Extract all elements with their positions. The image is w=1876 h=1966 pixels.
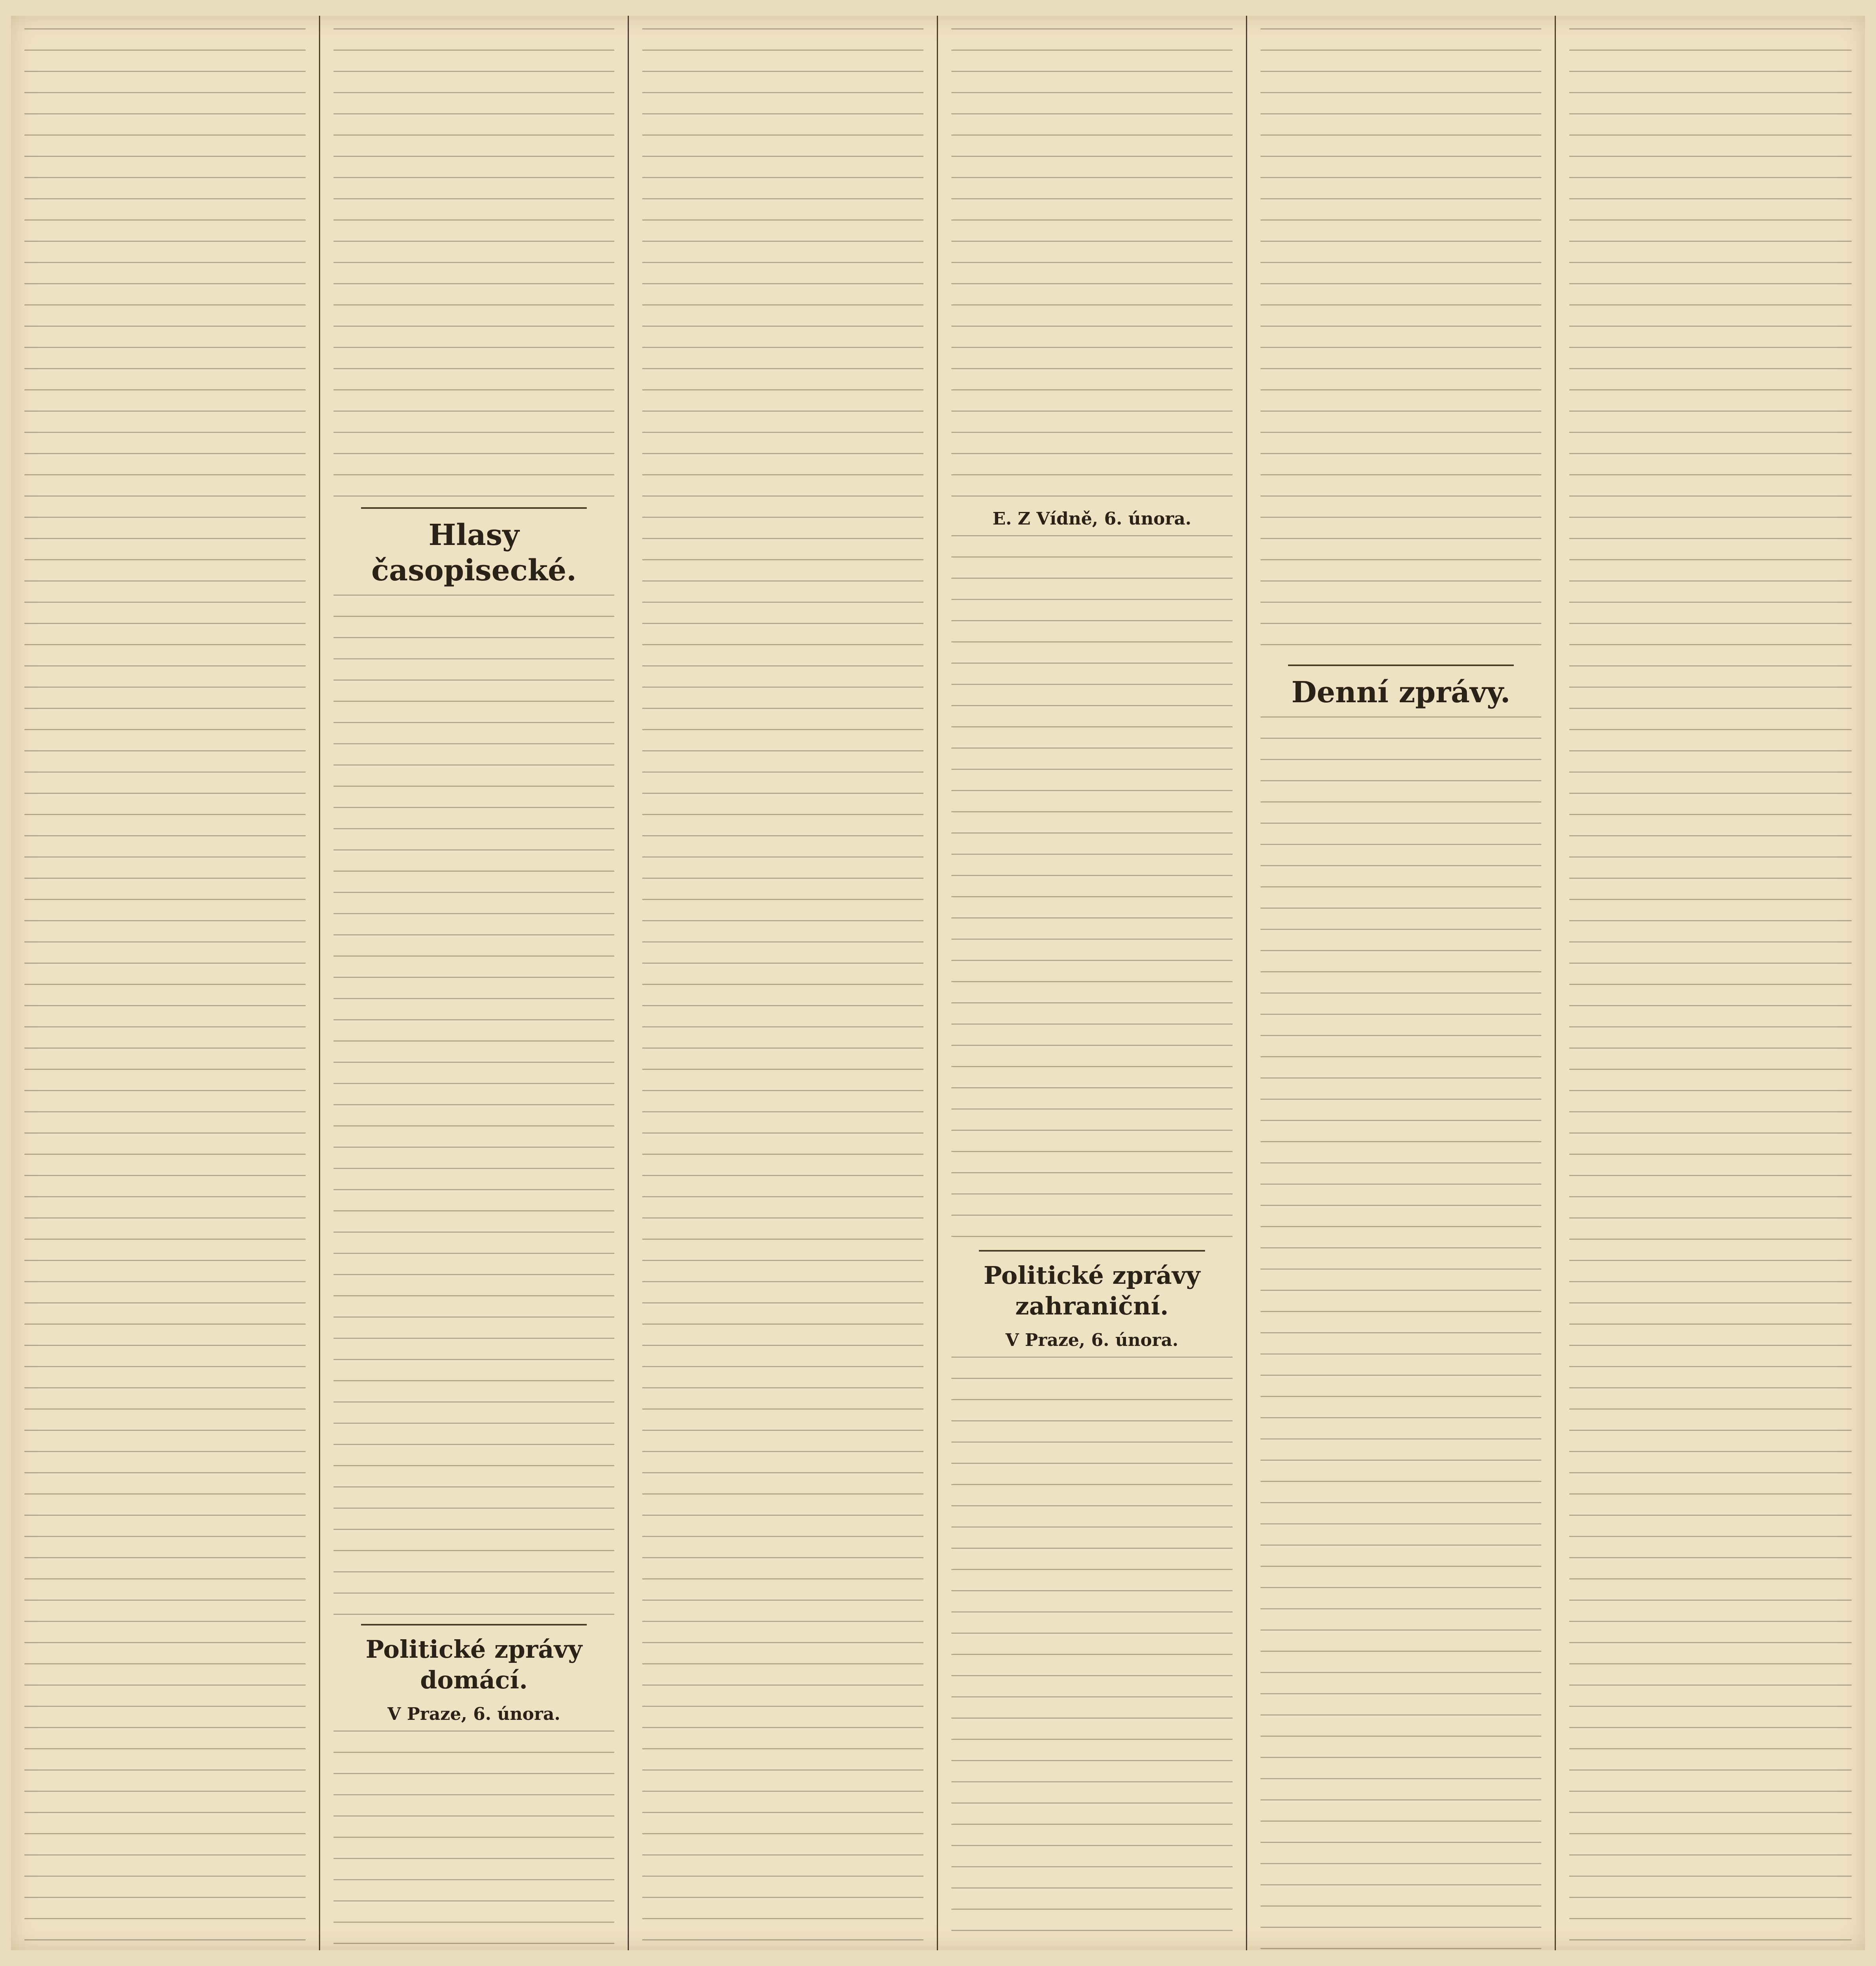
article-body-text [334,1730,615,1950]
article-body-text [951,28,1233,500]
article-body-text [1569,28,1852,1950]
section-heading-daily-news: Denní zprávy. [1291,676,1511,709]
article-body-text [951,1357,1233,1950]
dateline: E. Z Vídně, 6. února. [992,509,1192,529]
article-body-text [951,535,1233,1243]
column-5 [1247,16,1556,1950]
section-divider [979,1250,1205,1252]
column-2 [320,16,629,1950]
article-body-text [334,595,615,1617]
section-heading-domestic: Politické zprávy domácí. [365,1635,582,1694]
article-body-text [1260,716,1542,1950]
section-divider [361,1624,587,1625]
dateline: V Praze, 6. února. [387,1704,560,1724]
column-3 [629,16,938,1950]
section-heading-foreign: Politické zprávy zahraniční. [983,1261,1200,1320]
article-body-text [24,28,306,1950]
column-4 [938,16,1247,1950]
newspaper-page [11,16,1865,1950]
column-1 [11,16,320,1950]
column-6 [1556,16,1865,1950]
section-divider [1288,665,1514,666]
article-body-text [642,28,923,1950]
section-heading-periodicals: Hlasy časopisecké. [371,518,577,587]
section-divider [361,507,587,509]
article-body-text [334,28,615,500]
dateline: V Praze, 6. února. [1005,1330,1179,1350]
article-body-text [1260,28,1542,657]
